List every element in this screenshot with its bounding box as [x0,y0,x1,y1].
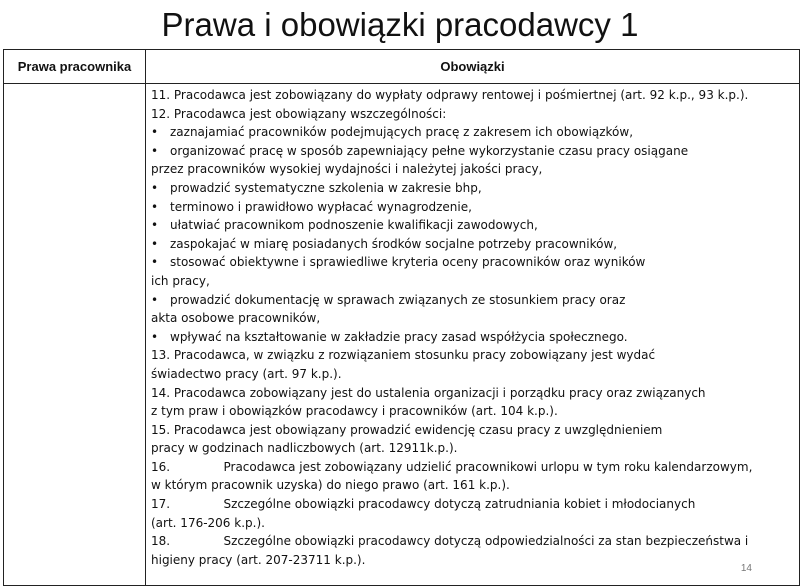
line-text: wpływać na kształtowanie w zakładzie pracy zasad współżycia społecznego. [170,329,628,344]
list-item [151,551,793,570]
bullet-item [151,291,793,310]
line-text: z tym praw i obowiązków pracodawcy i pracowników (art. 104 k.p.). [151,404,558,419]
line-text: 18. Szczególne obowiązki pracodawcy dotyczą odpowiedzialności za stan bezpieczeństwa i [151,534,749,549]
line-text: świadectwo pracy (art. 97 k.p.). [151,366,342,381]
line-text: terminowo i prawidłowo wypłacać wynagrodzenie, [170,199,472,214]
bullet-item [151,142,793,161]
line-text: ułatwiać pracownikom podnoszenie kwalifikacji zawodowych, [170,218,538,233]
bullet-item [151,216,793,235]
duties-cell [146,84,800,586]
bullet-icon: • [151,199,159,214]
bullet-icon: • [151,329,159,344]
list-item [151,514,793,533]
bullet-item [151,328,793,347]
line-text: przez pracowników wysokiej wydajności i należytej jakości pracy, [151,162,543,177]
bullet-item [151,253,793,272]
employee-rights-cell [4,84,146,586]
bullet-icon: • [151,255,159,270]
list-item [151,384,793,403]
rights-duties-table [3,49,800,586]
bullet-icon: • [151,125,159,140]
line-text: prowadzić dokumentację w sprawach związanych ze stosunkiem pracy oraz [170,292,626,307]
list-item [151,365,793,384]
line-text: 15. Pracodawca jest obowiązany prowadzić ewidencję czasu pracy z uwzględnieniem [151,422,663,437]
bullet-icon: • [151,236,159,251]
bullet-icon: • [151,218,159,233]
table-body-row [4,84,800,586]
page-number: 14 [740,563,752,574]
list-item [151,160,793,179]
bullet-item [151,123,793,142]
bullet-item [151,179,793,198]
slide-title: Prawa i obowiązki pracodawcy 1 [161,6,639,43]
line-text: zaspokajać w miarę posiadanych środków socjalne potrzeby pracowników, [170,236,618,251]
bullet-icon: • [151,180,159,195]
header-duties: Obowiązki [146,50,800,84]
table-header-row [4,50,800,84]
line-text: zaznajamiać pracowników podejmujących pracę z zakresem ich obowiązków, [170,125,634,140]
line-text: 12. Pracodawca jest obowiązany wszczególności: [151,106,447,121]
list-item [151,458,793,477]
line-text: 16. Pracodawca jest zobowiązany udzielić pracownikowi urlopu w tym roku kalendarzowym, [151,459,753,474]
line-text: pracy w godzinach nadliczbowych (art. 12911k.p.). [151,441,458,456]
line-text: ich pracy, [151,273,210,288]
bullet-icon: • [151,143,159,158]
bullet-icon: • [151,292,159,307]
line-text: 17. Szczególne obowiązki pracodawcy dotyczą zatrudniania kobiet i młodocianych [151,497,696,512]
list-item [151,532,793,551]
list-item [151,439,793,458]
line-text: stosować obiektywne i sprawiedliwe kryteria oceny pracowników oraz wyników [170,255,646,270]
header-employee-rights: Prawa pracownika [4,50,146,84]
duties-content [146,84,799,569]
line-text: higieny pracy (art. 207-23711 k.p.). [151,552,366,567]
list-item [151,309,793,328]
line-text: 11. Pracodawca jest zobowiązany do wypłaty odprawy rentowej i pośmiertnej (art. 92 k.p., 93 k.p.). [151,88,749,102]
line-text: prowadzić systematyczne szkolenia w zakresie bhp, [170,180,482,195]
bullet-item [151,198,793,217]
list-item [151,421,793,440]
list-item [151,346,793,365]
list-item [151,86,793,105]
bullet-item [151,235,793,254]
list-item [151,476,793,495]
line-text: akta osobowe pracowników, [151,311,321,326]
line-text: organizować pracę w sposób zapewniający pełne wykorzystanie czasu pracy osiągane [170,143,689,158]
line-text: 13. Pracodawca, w związku z rozwiązaniem stosunku pracy zobowiązany jest wydać [151,348,656,363]
line-text: 14. Pracodawca zobowiązany jest do ustalenia organizacji i porządku pracy oraz związanych [151,385,706,400]
list-item [151,495,793,514]
line-text: (art. 176-206 k.p.). [151,515,265,530]
list-item [151,105,793,124]
list-item [151,402,793,421]
list-item [151,272,793,291]
line-text: w którym pracownik uzyska) do niego prawo (art. 161 k.p.). [151,478,510,493]
